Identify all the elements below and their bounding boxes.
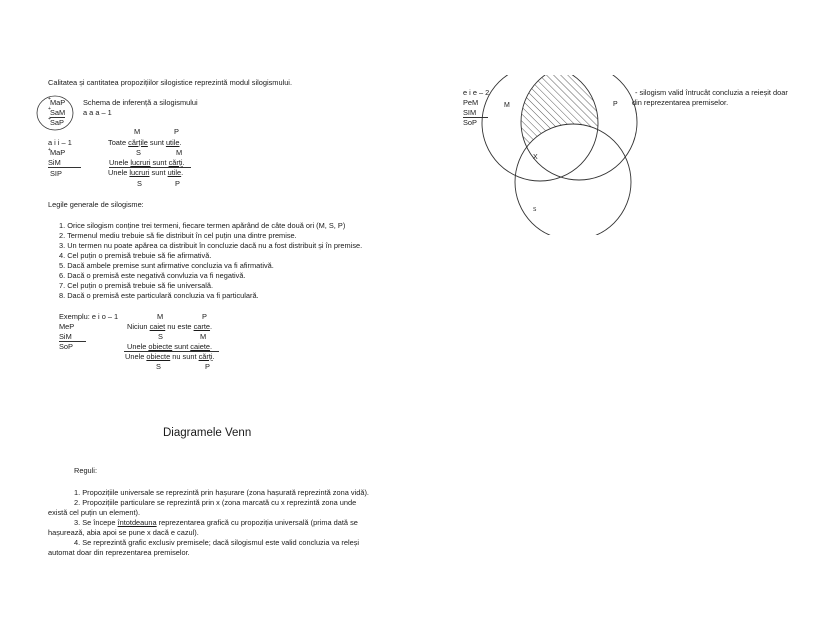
reguli-item: 1. Propozițiile universale se reprezintă prin hașurare (zona hașurată reprezintă zona vidă).: [74, 488, 369, 497]
rule-item: 7. Cel puțin o premisă trebuie să fie universală.: [59, 281, 214, 290]
quantity-mark: +: [48, 96, 51, 102]
scheme-premise-3: SaP: [50, 118, 64, 127]
validity-note-line-2: din reprezentarea premiselor.: [632, 98, 729, 107]
intro-text: Calitatea și cantitatea propozițiilor silogistice reprezintă modul silogismului.: [48, 78, 293, 87]
example2-premise-3: SoP: [59, 342, 73, 351]
term-m: M: [176, 148, 183, 157]
right-premise-2: SIM: [463, 108, 488, 118]
term-p: P: [205, 362, 210, 371]
scheme-premise-2: SaM: [50, 108, 66, 117]
term-p: P: [174, 127, 179, 136]
example2-label: Exemplu: e i o – 1: [59, 312, 119, 321]
rule-item: 6. Dacă o premisă este negativă convluzia va fi negativă.: [59, 271, 246, 280]
term-m: M: [134, 127, 141, 136]
reguli-item: 4. Se reprezintă grafic exclusiv premisele; dacă silogismul este valid concluzia va releși: [74, 538, 360, 547]
reguli-item-cont: există cel puțin un element).: [48, 508, 141, 517]
term-p: P: [175, 179, 180, 188]
term-m: M: [157, 312, 164, 321]
rule-item: 8. Dacă o premisă este particulară concluzia va fi particulară.: [59, 291, 259, 300]
quantity-mark: +: [48, 116, 51, 122]
term-s: S: [136, 148, 141, 157]
example1-sentence-2: Unele lucruri sunt cărți.: [109, 158, 191, 168]
label-m: M: [504, 102, 510, 109]
term-m: M: [200, 332, 207, 341]
scheme-label: Schema de inferență a silogismului: [83, 98, 198, 107]
rule-item: 2. Termenul mediu trebuie să fie distribuit în cel puțin una dintre premise.: [59, 231, 297, 240]
reguli-heading: Reguli:: [74, 466, 98, 475]
example2-sentence-1: Niciun caiet nu este carte.: [127, 322, 213, 331]
reguli-item-cont: hașurează, abia apoi se pune x dacă e cazul).: [48, 528, 199, 537]
rule-item: 4. Cel puțin o premisă trebuie să fie afirmativă.: [59, 251, 212, 260]
reguli-item: 2. Propozițiile particulare se reprezintă prin x (zona marcată cu x reprezintă zona unde: [74, 498, 357, 507]
scheme-mode: a a a – 1: [83, 108, 112, 117]
term-s: S: [158, 332, 163, 341]
example1-premise-2: SiM: [48, 158, 81, 168]
example2-sentence-3: Unele obiecte nu sunt cărți.: [125, 352, 215, 361]
right-premise-1: PeM: [463, 98, 479, 107]
x-mark: X: [533, 154, 538, 161]
reguli-item: 3. Se începe întotdeauna reprezentarea grafică cu propoziția universală (prima dată se: [74, 518, 358, 527]
quantity-mark: +: [48, 106, 51, 112]
example2-premise-1: MeP: [59, 322, 75, 331]
validity-note-line-1: - silogism valid întrucât concluzia a reieșit doar: [635, 88, 788, 97]
right-premise-3: SoP: [463, 118, 477, 127]
quantity-mark: +: [48, 147, 51, 153]
scheme-premise-1: MaP: [50, 98, 66, 107]
term-s: S: [156, 362, 161, 371]
venn-section-title: Diagramele Venn: [163, 427, 252, 439]
venn-diagram: [440, 75, 650, 235]
label-p: P: [613, 101, 618, 108]
example2-premise-2: SiM: [59, 332, 86, 342]
right-mode: e i e – 2: [463, 88, 490, 97]
term-s: S: [137, 179, 142, 188]
reguli-item-cont: automat doar din reprezentarea premiselor.: [48, 548, 190, 557]
rules-heading: Legile generale de silogisme:: [48, 200, 144, 209]
example1-sentence-3: Unele lucruri sunt utile.: [108, 168, 184, 177]
example2-sentence-2: Unele obiecte sunt caiete.: [124, 342, 219, 352]
term-p: P: [202, 312, 207, 321]
rule-item: 3. Un termen nu poate apărea ca distribuit în concluzie dacă nu a fost distribuit și în premise.: [59, 241, 363, 250]
example1-mode: a i i – 1: [48, 138, 72, 147]
example1-premise-3: SIP: [50, 169, 62, 178]
rule-item: 1. Orice silogism conține trei termeni, fiecare termen apărând de câte două ori (M, S, P): [59, 221, 346, 230]
example1-sentence-1: Toate cărțile sunt utile.: [108, 138, 182, 147]
example1-premise-1: MaP: [50, 148, 66, 157]
label-s: S: [533, 207, 537, 213]
rule-item: 5. Dacă ambele premise sunt afirmative concluzia va fi afirmativă.: [59, 261, 274, 270]
